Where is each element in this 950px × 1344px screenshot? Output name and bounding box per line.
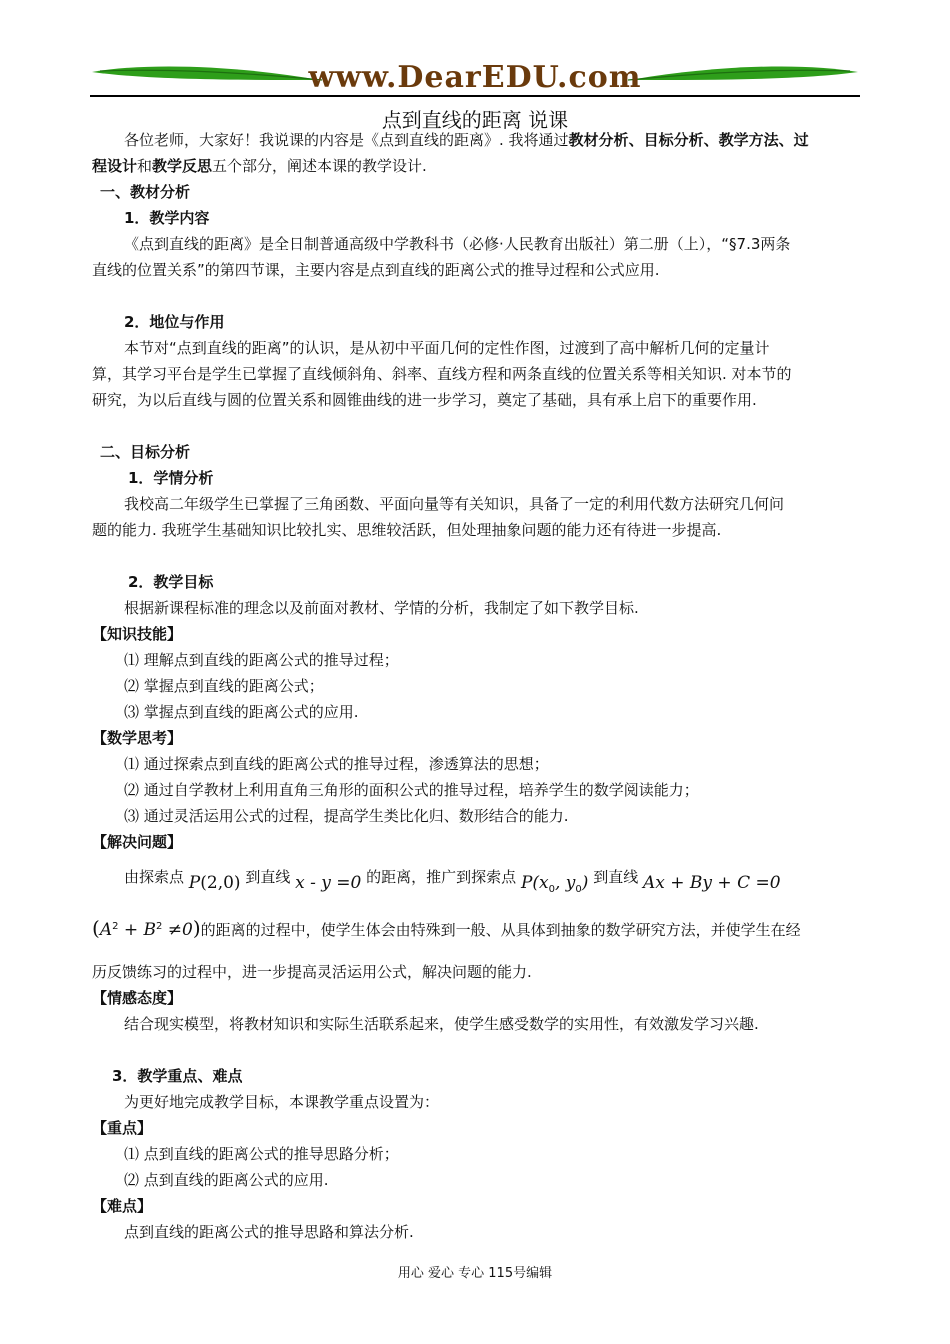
header-rule — [90, 95, 860, 97]
problem-solving-line-1 — [124, 862, 781, 905]
keyword-sep-1: 、 — [628, 131, 644, 149]
math-thinking-item-3: ⑶ 通过灵活运用公式的过程，提高学生类比化归、数形结合的能力. — [124, 807, 569, 825]
intro-text-a: 各位老师，大家好！我说课的内容是《点到直线的距离》. 我将通过 — [124, 131, 569, 149]
problem-solving-line-2 — [92, 912, 801, 945]
keyword-process-b: 程设计 — [92, 157, 138, 175]
keyword-sep-3: 、 — [778, 131, 794, 149]
s2-sub3-heading: 3．教学重点、难点 — [112, 1067, 243, 1085]
s2-sub1-line-1: 我校高二年级学生已掌握了三角函数、平面向量等有关知识，具备了一定的利用代数方法研究几何问 — [124, 495, 785, 513]
knowledge-item-1: ⑴ 理解点到直线的距离公式的推导过程； — [124, 651, 399, 669]
ps-text-d: 到直线 — [593, 868, 639, 886]
s2-sub1-heading: 1．学情分析 — [128, 469, 214, 487]
math-thinking-item-2: ⑵ 通过自学教材上利用直角三角形的面积公式的推导过程，培养学生的数学阅读能力； — [124, 781, 699, 799]
intro-text-b: 五个部分，阐述本课的教学设计. — [212, 157, 427, 175]
formula-cond-neq: ≠0 — [162, 920, 193, 940]
attitude-item-1: 结合现实模型，将教材知识和实际生活联系起来，使学生感受数学的实用性，有效激发学习兴趣. — [124, 1015, 759, 1033]
formula-point-close: ) — [581, 873, 589, 893]
attitude-heading: 【情感态度】 — [92, 989, 183, 1007]
intro-line-2 — [92, 156, 427, 176]
formula-line-xy: x - y =0 — [295, 873, 362, 893]
keyword-goal: 目标分析 — [643, 131, 704, 149]
ps-text-c: 的距离，推广到探索点 — [366, 868, 517, 886]
keyword-sep-2: 、 — [703, 131, 719, 149]
math-thinking-heading: 【数学思考】 — [92, 729, 183, 747]
page-footer: 用心 爱心 专心 115号编辑 — [397, 1266, 553, 1281]
s1-sub1-line-2: 直线的位置关系”的第四节课，主要内容是点到直线的距离公式的推导过程和公式应用. — [92, 261, 660, 279]
problem-solving-line-3: 历反馈练习的过程中，进一步提高灵活运用公式，解决问题的能力. — [92, 963, 532, 981]
formula-point-p0: P — [520, 873, 533, 893]
s1-sub2-line-1: 本节对“点到直线的距离”的认识，是从初中平面几何的定性作图，过渡到了高中解析几何的定量计 — [124, 339, 770, 357]
formula-sub-y0: 0 — [575, 884, 582, 895]
s1-sub2-line-2: 算，其学习平台是学生已掌握了直线倾斜角、斜率、直线方程和两条直线的位置关系等相关知识. 对本节的 — [92, 365, 792, 383]
knowledge-item-2: ⑵ 掌握点到直线的距离公式； — [124, 677, 324, 695]
key-point-item-2: ⑵ 点到直线的距离公式的应用. — [124, 1171, 329, 1189]
s1-sub2-line-3: 研究，为以后直线与圆的位置关系和圆锥曲线的进一步学习，奠定了基础，具有承上启下的重要作用. — [92, 391, 757, 409]
intro-line-1 — [124, 130, 809, 150]
intro-and: 和 — [137, 157, 153, 175]
formula-cond-close: ) — [192, 916, 201, 940]
keyword-reflection: 教学反思 — [152, 157, 213, 175]
formula-sub-x0: 0 — [548, 884, 555, 895]
header-banner — [90, 58, 860, 98]
s2-sub2-line-1: 根据新课程标准的理念以及前面对教材、学情的分析，我制定了如下教学目标. — [124, 599, 639, 617]
keyword-material: 教材分析 — [568, 131, 629, 149]
formula-point-coords: (2,0) — [200, 873, 241, 893]
s1-sub1-line-1: 《点到直线的距离》是全日制普通高级中学教科书（必修·人民教育出版社）第二册（上），“§7.3两条 — [124, 235, 791, 253]
difficulty-item-1: 点到直线的距离公式的推导思路和算法分析. — [124, 1223, 414, 1241]
problem-solving-heading: 【解决问题】 — [92, 833, 183, 851]
formula-cond-b: + B — [118, 920, 157, 940]
knowledge-item-3: ⑶ 掌握点到直线的距离公式的应用. — [124, 703, 359, 721]
formula-cond-open: ( — [92, 916, 100, 940]
section-2-heading: 二、目标分析 — [100, 443, 191, 461]
ps-text-b: 到直线 — [245, 868, 291, 886]
knowledge-heading: 【知识技能】 — [92, 625, 183, 643]
site-logo: www.DearEDU.com — [308, 60, 642, 95]
key-point-heading: 【重点】 — [92, 1119, 153, 1137]
s2-sub2-heading: 2．教学目标 — [128, 573, 214, 591]
s1-sub1-heading: 1．教学内容 — [124, 209, 210, 227]
formula-cond-sup-b: 2 — [156, 921, 163, 932]
key-point-item-1: ⑴ 点到直线的距离公式的推导思路分析； — [124, 1145, 399, 1163]
ps-text-a: 由探索点 — [124, 868, 185, 886]
s2-sub3-line-1: 为更好地完成教学目标，本课教学重点设置为： — [124, 1093, 440, 1111]
page-title: 点到直线的距离 说课 — [381, 108, 569, 132]
keyword-process-a: 过 — [793, 131, 809, 149]
formula-point-x0-open: (x — [532, 873, 549, 893]
ps-text-e: 的距离的过程中，使学生体会由特殊到一般、从具体到抽象的数学研究方法，并使学生在经 — [200, 921, 801, 939]
formula-line-general: Ax + By + C =0 — [643, 873, 781, 893]
formula-cond-a: A — [99, 920, 113, 940]
difficulty-heading: 【难点】 — [92, 1197, 153, 1215]
s2-sub1-line-2: 题的能力. 我班学生基础知识比较扎实、思维较活跃，但处理抽象问题的能力还有待进一步提高. — [92, 521, 722, 539]
keyword-method: 教学方法 — [718, 131, 779, 149]
section-1-heading: 一、教材分析 — [100, 183, 191, 201]
s1-sub2-heading: 2．地位与作用 — [124, 313, 225, 331]
math-thinking-item-1: ⑴ 通过探索点到直线的距离公式的推导过程，渗透算法的思想； — [124, 755, 549, 773]
formula-point-y0: , y — [555, 873, 576, 893]
formula-point-p: P — [188, 873, 201, 893]
formula-cond-sup-a: 2 — [112, 921, 119, 932]
